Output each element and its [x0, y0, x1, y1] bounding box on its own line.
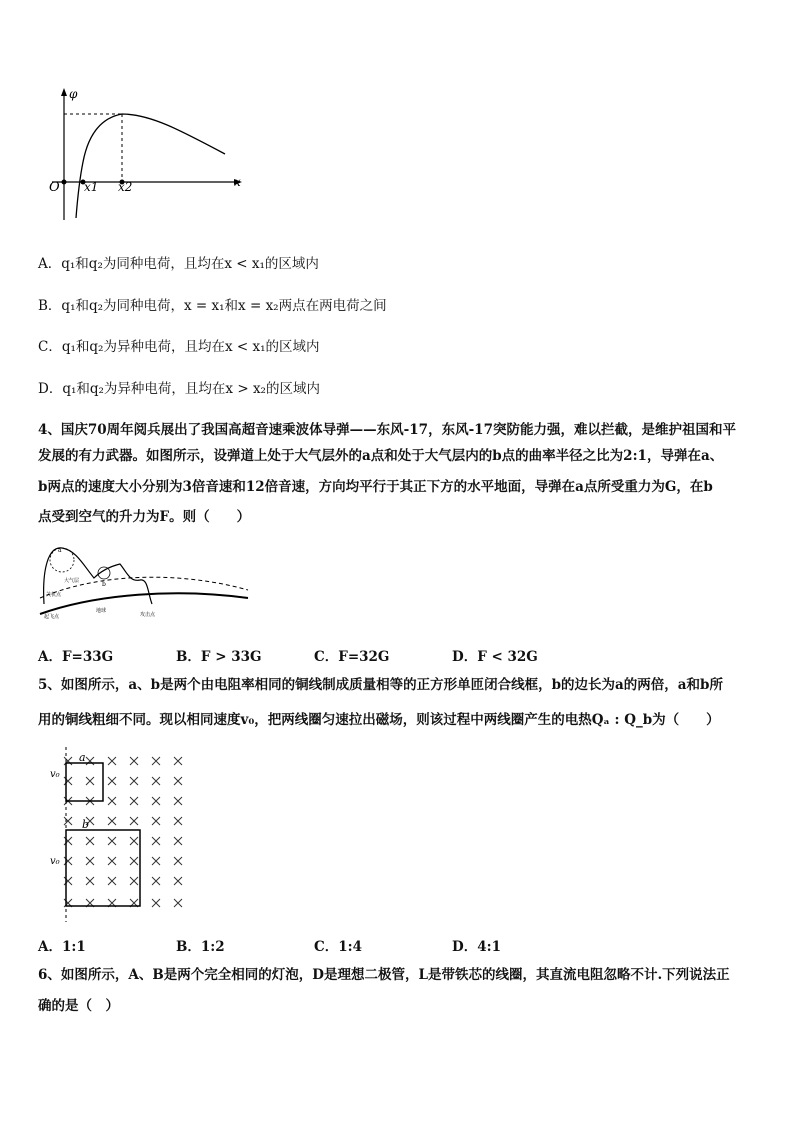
field-cross-mark — [86, 857, 94, 865]
coil-a-label: a — [79, 751, 86, 764]
impact-point-label: 攻击点 — [140, 612, 156, 618]
q5-option-d: D．4:1 — [452, 939, 501, 955]
field-cross-mark — [130, 757, 138, 765]
field-cross-mark — [64, 817, 72, 825]
field-cross-mark — [152, 797, 160, 805]
field-cross-mark — [108, 837, 116, 845]
field-cross-mark — [64, 877, 72, 885]
field-cross-mark — [174, 877, 182, 885]
q4-line-2: 发展的有力武器。如图所示，设弹道上处于大气层外的a点和处于大气层内的b点的曲率半径之比为2:1，导弹在a、 — [38, 448, 724, 464]
q6-line-1: 6、如图所示，A、B是两个完全相同的灯泡，D是理想二极管，L是带铁芯的线圈，其直流电阻忽略不计.下列说法正 — [38, 967, 730, 983]
q5-line-2: 用的铜线粗细不同。现以相同速度v₀，把两线圈匀速拉出磁场，则该过程中两线圈产生的电热Qₐ : Q_b为（ ） — [38, 712, 720, 728]
earth-surface — [40, 593, 248, 614]
field-cross-mark — [86, 777, 94, 785]
potential-graph — [40, 82, 255, 222]
field-cross-mark — [130, 857, 138, 865]
coil-b-velocity: v₀ — [50, 856, 60, 867]
q4-line-1: 4、国庆70周年阅兵展出了我国高超音速乘波体导弹——东风-17，东风-17突防能力强，难以拦截，是维护祖国和平 — [38, 422, 736, 438]
field-cross-mark — [152, 899, 160, 907]
field-cross-mark — [130, 837, 138, 845]
field-cross-mark — [64, 857, 72, 865]
y-arrow-icon — [61, 88, 67, 96]
shutdown-point-label: 关机点 — [46, 592, 62, 598]
field-cross-mark — [152, 757, 160, 765]
potential-curve — [76, 114, 225, 218]
field-cross-mark — [152, 817, 160, 825]
q5-option-a: A．1:1 — [38, 939, 86, 955]
field-cross-mark — [108, 757, 116, 765]
curvature-circle-a — [50, 548, 74, 572]
coil-a-velocity: v₀ — [50, 769, 60, 780]
field-cross-mark — [64, 757, 72, 765]
x2-label: x2 — [118, 180, 133, 194]
q3-option-d: D．q₁和q₂为异种电荷，且均在x > x₂的区域内 — [38, 381, 320, 397]
field-cross-mark — [64, 777, 72, 785]
field-cross-mark — [86, 837, 94, 845]
q4-option-a: A．F=33G — [38, 649, 114, 665]
coil-a — [66, 763, 103, 801]
q4-option-b: B．F > 33G — [176, 649, 262, 665]
origin-point — [62, 180, 67, 185]
y-axis-label: φ — [69, 87, 78, 101]
q5-line-1: 5、如图所示，a、b是两个由电阻率相同的铜线制成质量相等的正方形单匝闭合线框，b的边长为a的两倍，a和b所 — [38, 677, 723, 693]
field-cross-grid — [64, 757, 182, 907]
field-cross-mark — [174, 857, 182, 865]
q5-option-c: C．1:4 — [314, 939, 363, 955]
field-cross-mark — [108, 817, 116, 825]
magnetic-field-figure — [40, 747, 200, 922]
field-cross-mark — [108, 797, 116, 805]
field-cross-mark — [64, 837, 72, 845]
point-a-label: a — [58, 547, 62, 554]
field-cross-mark — [86, 877, 94, 885]
missile-trajectory-figure — [36, 540, 251, 620]
coil-b-label: b — [82, 818, 90, 831]
field-cross-mark — [130, 877, 138, 885]
field-cross-mark — [174, 899, 182, 907]
field-cross-mark — [174, 837, 182, 845]
coil-b — [66, 830, 140, 906]
q4-option-d: D．F < 32G — [452, 649, 538, 665]
launch-point-label: 起飞点 — [44, 614, 60, 620]
q4-line-3: b两点的速度大小分别为3倍音速和12倍音速，方向均平行于其正下方的水平地面，导弹在a点所受重力为G，在b — [38, 479, 713, 495]
field-cross-mark — [108, 857, 116, 865]
field-cross-mark — [108, 777, 116, 785]
field-cross-mark — [174, 757, 182, 765]
atmosphere-label: 大气层 — [64, 578, 80, 584]
field-cross-mark — [152, 877, 160, 885]
field-cross-mark — [130, 777, 138, 785]
q5-option-b: B．1:2 — [176, 939, 225, 955]
earth-label: 地球 — [96, 608, 107, 614]
q3-option-a: A．q₁和q₂为同种电荷，且均在x < x₁的区域内 — [38, 256, 319, 272]
field-cross-mark — [130, 797, 138, 805]
origin-label: O — [49, 180, 60, 195]
x1-label: x1 — [84, 180, 99, 194]
q3-option-c: C．q₁和q₂为异种电荷，且均在x < x₁的区域内 — [38, 339, 320, 355]
q4-option-c: C．F=32G — [314, 649, 390, 665]
field-cross-mark — [152, 777, 160, 785]
field-cross-mark — [86, 757, 94, 765]
q3-option-b: B．q₁和q₂为同种电荷，x = x₁和x = x₂两点在两电荷之间 — [38, 298, 387, 314]
q4-line-4: 点受到空气的升力为F。则（ ） — [38, 509, 251, 525]
field-cross-mark — [130, 817, 138, 825]
field-cross-mark — [152, 837, 160, 845]
field-cross-mark — [174, 817, 182, 825]
q6-line-2: 确的是（ ） — [38, 998, 119, 1014]
field-cross-mark — [108, 877, 116, 885]
field-cross-mark — [174, 777, 182, 785]
x-axis-label: x — [234, 175, 241, 189]
point-b-label: b — [102, 581, 106, 588]
field-cross-mark — [152, 857, 160, 865]
field-cross-mark — [174, 797, 182, 805]
